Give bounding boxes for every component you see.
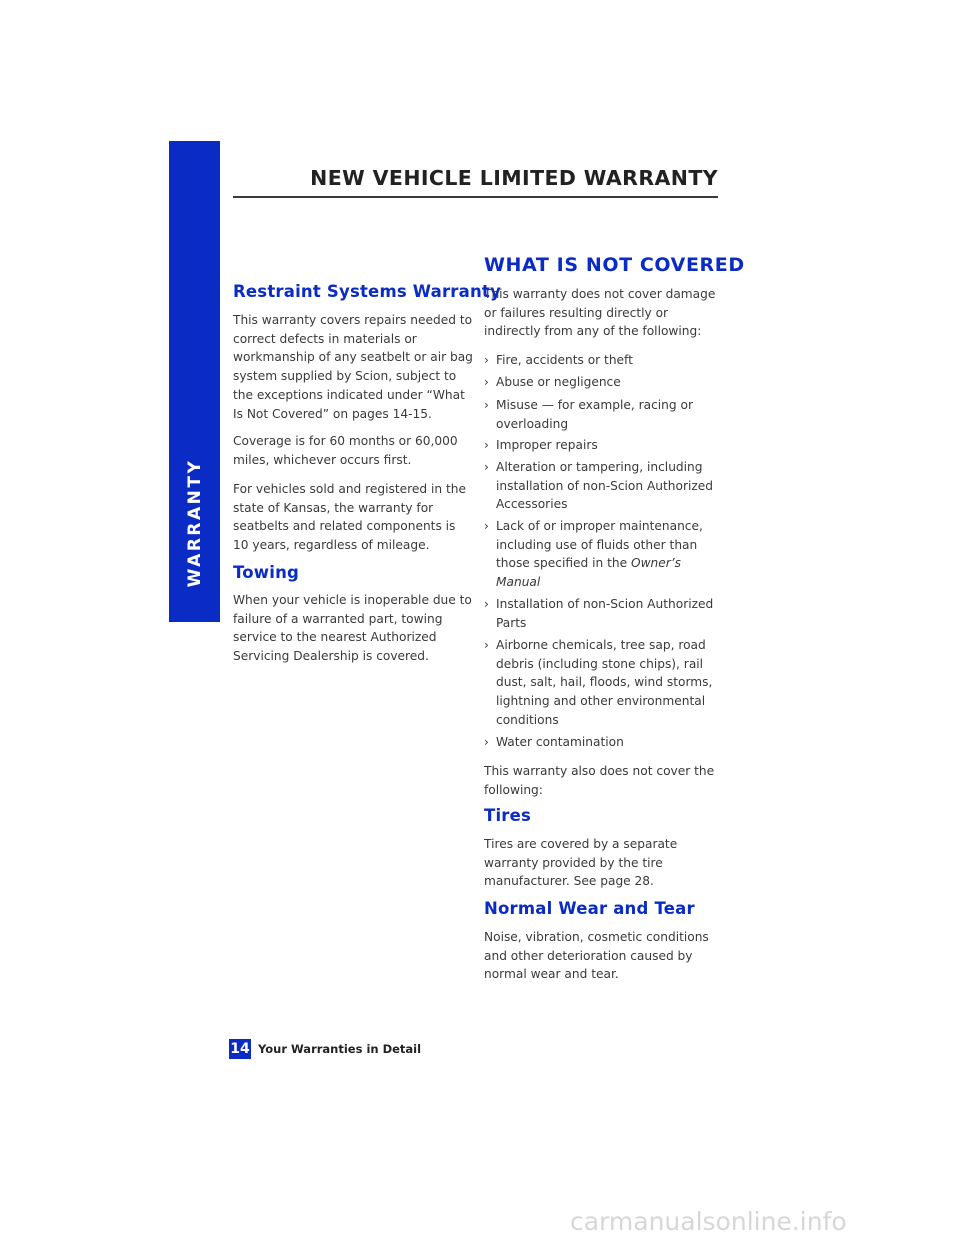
chevron-right-icon: › [484, 353, 489, 367]
list-item-text: Airborne chemicals, tree sap, road debris (including stone chips), rail dust, salt, hail, floods, wind storms, lightning and other environmental conditions [496, 638, 713, 727]
header-divider [233, 196, 718, 198]
chevron-right-icon: › [484, 460, 489, 474]
chevron-right-icon: › [484, 597, 489, 611]
list-item [484, 436, 718, 455]
towing-heading: Towing [233, 563, 300, 582]
not-covered-intro: This warranty does not cover damage or failures resulting directly or indirectly from any of the following: [484, 287, 716, 339]
list-item [484, 595, 718, 632]
list-item-text: Lack of or improper maintenance, including use of fluids other than those specified in the [496, 519, 703, 571]
tires-paragraph: Tires are covered by a separate warranty provided by the tire manufacturer. See page 28. [484, 837, 678, 889]
wear-heading: Normal Wear and Tear [484, 899, 695, 918]
list-item [484, 458, 718, 514]
list-item-text: Abuse or negligence [496, 375, 621, 389]
wear-paragraph: Noise, vibration, cosmetic conditions and other deterioration caused by normal wear and tear. [484, 930, 709, 982]
section-side-tab [169, 141, 220, 622]
footer-section-title: Your Warranties in Detail [258, 1042, 422, 1056]
list-item-text: Alteration or tampering, including installation of non-Scion Authorized Accessories [496, 460, 714, 512]
list-item [484, 396, 718, 433]
list-item-text: Improper repairs [496, 438, 598, 452]
chevron-right-icon: › [484, 375, 489, 389]
not-covered-outro: This warranty also does not cover the following: [484, 764, 715, 797]
owners-manual-title: Owner’s Manual [496, 556, 682, 590]
restraint-paragraph-2: Coverage is for 60 months or 60,000 miles, whichever occurs first. [233, 434, 458, 467]
list-item [484, 517, 718, 592]
tires-heading: Tires [484, 806, 532, 825]
list-item-text: Fire, accidents or theft [496, 353, 633, 367]
restraint-heading: Restraint Systems Warranty [233, 282, 501, 301]
chevron-right-icon: › [484, 735, 489, 749]
not-covered-heading: WHAT IS NOT COVERED [484, 254, 745, 276]
chevron-right-icon: › [484, 519, 489, 533]
watermark: carmanualsonline.info [570, 1207, 847, 1236]
list-item-text: Installation of non-Scion Authorized Parts [496, 597, 714, 630]
list-item [484, 636, 718, 730]
towing-paragraph: When your vehicle is inoperable due to failure of a warranted part, towing service to the nearest Authorized Servicing Dealership is covered. [233, 593, 472, 664]
list-item [484, 733, 718, 752]
list-item [484, 351, 718, 370]
chevron-right-icon: › [484, 638, 489, 652]
chevron-right-icon: › [484, 398, 489, 412]
restraint-paragraph-3: For vehicles sold and registered in the state of Kansas, the warranty for seatbelts and related components is 10 years, regardless of mileage. [233, 482, 466, 553]
list-item-text: Water contamination [496, 735, 624, 749]
list-item [484, 373, 718, 392]
side-tab-label: WARRANTY [184, 458, 205, 588]
chevron-right-icon: › [484, 438, 489, 452]
page-number-badge: 14 [230, 1041, 250, 1057]
list-item-text: Misuse — for example, racing or overloading [496, 398, 693, 431]
page-header-title: NEW VEHICLE LIMITED WARRANTY [310, 166, 718, 190]
restraint-paragraph-1: This warranty covers repairs needed to correct defects in materials or workmanship of any seatbelt or air bag system supplied by Scion, subject to the exceptions indicated under “What Is Not Covered” on pages 14-15. [233, 313, 473, 421]
